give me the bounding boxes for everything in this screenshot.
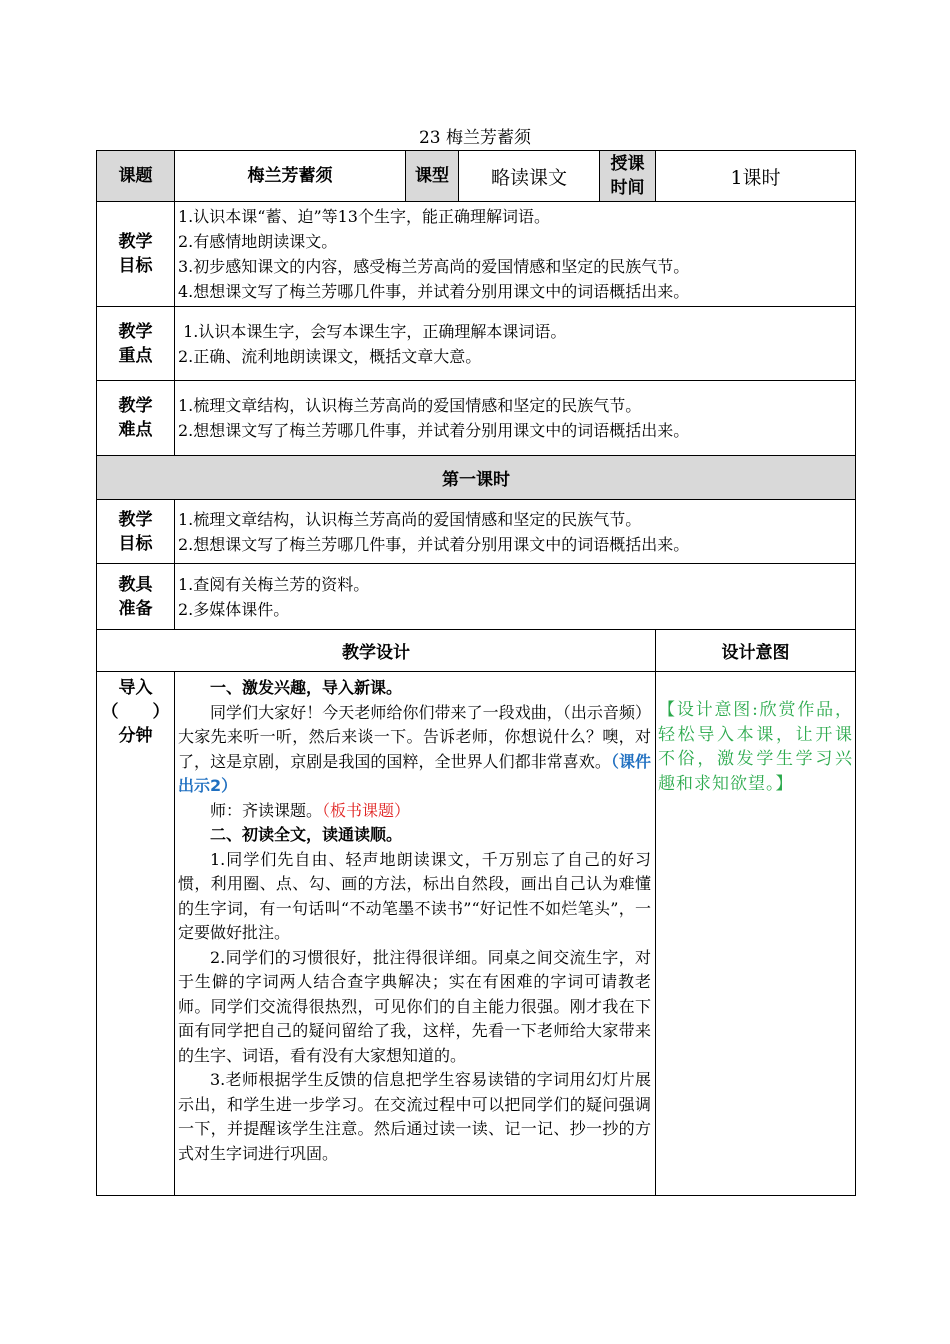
header-row [97, 151, 856, 202]
intro-intent-cell [656, 672, 856, 1196]
key-points-label-line1: 教学 [118, 321, 153, 342]
board-note: （板书课题） [322, 800, 411, 820]
key-point-item: 1.认识本课生字，会写本课生字，正确理解本课词语。 [178, 321, 567, 341]
goal-item: 2.有感情地朗读课文。 [178, 232, 338, 251]
tool-item: 1.查阅有关梅兰芳的资料。 [178, 574, 370, 594]
difficulties-label [97, 381, 175, 456]
goals-label-line2: 目标 [118, 256, 153, 276]
time-value: 1课时 [656, 151, 856, 202]
difficulty-item: 1.梳理文章结构，认识梅兰芳高尚的爱国情感和坚定的民族气节。 [178, 396, 642, 415]
lesson-goals-label-line2: 目标 [118, 533, 153, 554]
intro-label-line2: （ ） [101, 702, 170, 722]
time-label [600, 151, 656, 202]
lesson-plan-table [96, 150, 856, 1196]
intro-label-line3: 分钟 [118, 726, 153, 746]
goal-item: 4.想想课文写了梅兰芳哪几件事，并试着分别用课文中的词语概括出来。 [178, 282, 690, 301]
goal-item: 3.初步感知课文的内容，感受梅兰芳高尚的爱国情感和坚定的民族气节。 [178, 257, 690, 276]
difficulties-label-line1: 教学 [118, 396, 153, 416]
design-intent-note: 【设计意图:欣赏作品，轻松导入本课，让开课不俗，激发学生学习兴趣和求知欲望。】 [658, 700, 853, 794]
paragraph-text: 师：齐读课题。 [210, 800, 323, 820]
lesson-goal-item: 1.梳理文章结构，认识梅兰芳高尚的爱国情感和坚定的民族气节。 [178, 509, 642, 529]
type-label: 课型 [406, 151, 459, 202]
design-header-row [97, 630, 856, 672]
paragraph: 1.同学们先自由、轻声地朗读课文，千万别忘了自己的好习惯，利用圈、点、勾、画的方法，标出自然段，画出自己认为难懂的生字词，有一句话叫“不动笔墨不读书”“好记性不如烂笔头”，一定要做好批注。 [178, 849, 651, 942]
lesson-goals-label-line1: 教学 [118, 509, 153, 530]
difficulty-item: 2.想想课文写了梅兰芳哪几件事，并试着分别用课文中的词语概括出来。 [178, 421, 690, 440]
lesson-goals-row [97, 500, 856, 564]
design-header: 教学设计 [97, 630, 656, 672]
topic-label: 课题 [97, 151, 175, 202]
tools-label-line2: 准备 [118, 598, 153, 619]
key-points-label [97, 307, 175, 381]
goals-label [97, 202, 175, 307]
intro-row [97, 672, 856, 1196]
goals-content [175, 202, 856, 307]
section-heading: 一、激发兴趣，导入新课。 [210, 678, 403, 697]
type-value: 略读课文 [459, 151, 600, 202]
tools-row [97, 564, 856, 630]
difficulties-row [97, 381, 856, 456]
paragraph [178, 701, 651, 799]
key-points-content [175, 307, 856, 381]
key-points-label-line2: 重点 [118, 345, 153, 366]
courseware-note: （课件出示2） [178, 751, 651, 795]
topic-value: 梅兰芳蓄须 [175, 151, 406, 202]
intro-label-line1: 导入 [118, 678, 153, 698]
section-heading: 二、初读全文，读通读顺。 [210, 825, 403, 844]
key-point-item: 2.正确、流利地朗读课文，概括文章大意。 [178, 346, 482, 366]
tools-label [97, 564, 175, 630]
tools-content [175, 564, 856, 630]
goals-row [97, 202, 856, 307]
time-label-line2: 时间 [610, 178, 645, 198]
goal-item: 1.认识本课“蓄、迫”等13个生字，能正确理解词语。 [178, 207, 550, 226]
time-label-line1: 授课 [610, 154, 645, 174]
paragraph: 3.老师根据学生反馈的信息把学生容易读错的字词用幻灯片展示出，和学生进一步学习。在交流过程中可以把同学们的疑问强调一下，并提醒该学生注意。然后通过读一读、记一记、抄一抄的方式对生字词进行巩固。 [178, 1070, 651, 1163]
paragraph: 2.同学们的习惯很好，批注得很详细。同桌之间交流生字，对于生僻的字词两人结合查字典解决；实在有困难的字词可请教老师。同学们交流得很热烈，可见你们的自主能力很强。刚才我在下面有同学把自己的疑问留给了我，这样，先看一下老师给大家带来的生字、词语，看有没有大家想知道的。 [178, 947, 651, 1065]
paragraph [178, 799, 651, 824]
document-title: 23 梅兰芳蓄须 [418, 128, 532, 148]
paragraph-text: 同学们大家好！今天老师给你们带来了一段戏曲，（出示音频）大家先来听一听，然后来谈一下。告诉老师，你想说什么？噢，对了，这是京剧，京剧是我国的国粹，全世界人们都非常喜欢。 [178, 702, 651, 771]
lesson-goals-content [175, 500, 856, 564]
first-lesson-title: 第一课时 [97, 456, 856, 500]
goals-label-line1: 教学 [118, 232, 153, 252]
lesson-goals-label [97, 500, 175, 564]
tools-label-line1: 教具 [118, 574, 153, 595]
intent-header: 设计意图 [656, 630, 856, 672]
key-points-row [97, 307, 856, 381]
lesson-goal-item: 2.想想课文写了梅兰芳哪几件事，并试着分别用课文中的词语概括出来。 [178, 534, 690, 554]
intro-label [97, 672, 175, 1196]
difficulties-content [175, 381, 856, 456]
intro-design-content [175, 672, 656, 1196]
tool-item: 2.多媒体课件。 [178, 599, 290, 619]
first-lesson-row [97, 456, 856, 500]
difficulties-label-line2: 难点 [118, 420, 153, 440]
